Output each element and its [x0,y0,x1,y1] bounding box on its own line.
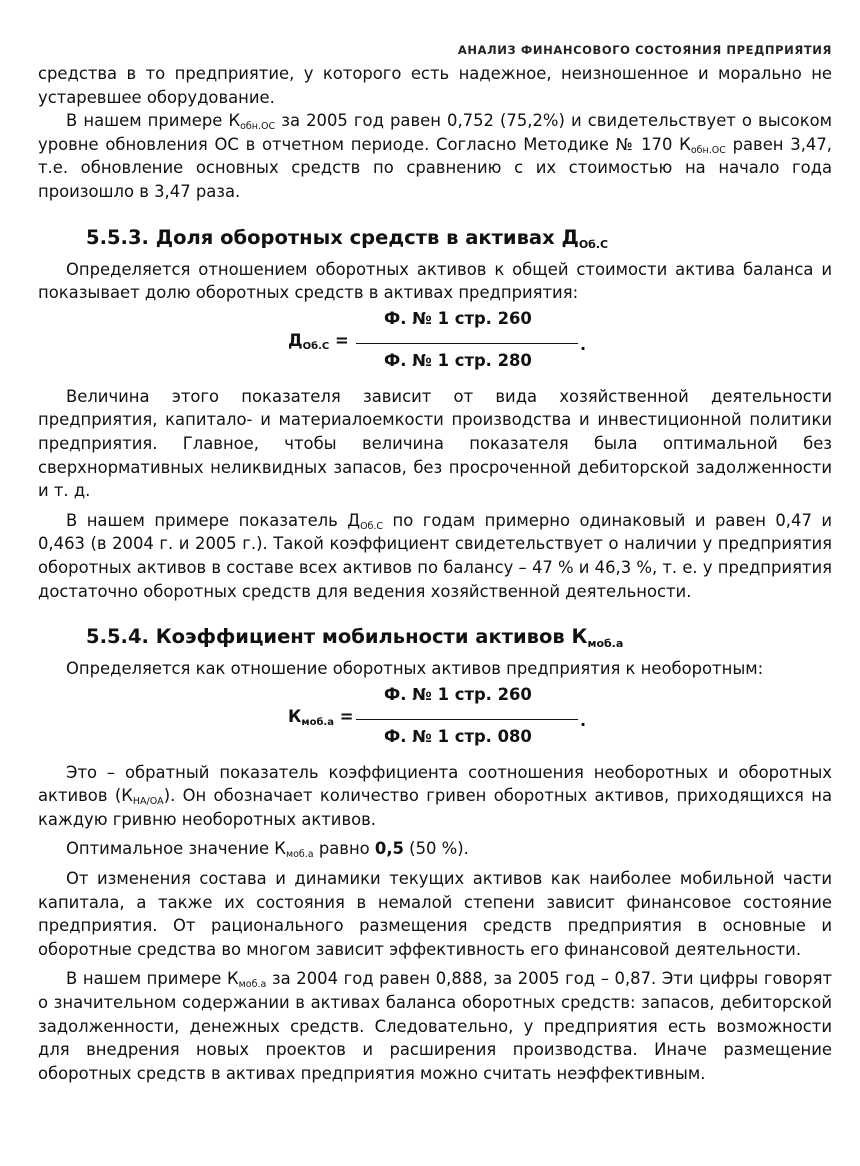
book-page [38,38,832,1085]
fraction-bar [356,719,578,720]
formula-lhs: $Д_{Об.С}$ = [288,330,349,352]
paragraph-definition-share: Определяется отношением оборотных активов к общей стоимости актива баланса и показывает долю оборотных средств в активах предприятия: [38,259,832,303]
formula-period: . [580,334,587,354]
fraction-bar [356,343,578,344]
paragraph-continuation: средства в то предприятие, у которого есть надежное, неизношенное и морально не устаревшее оборудование. [38,64,832,107]
formula-numerator: Ф. № 1 стр. 260 [384,308,532,328]
paragraph-mobility-importance: От изменения состава и динамики текущих активов как наиболее мобильной части капитала, а также их состояния в немалой степени зависит финансовое состояние предприятия. От рационального размещения средств предприятия в основные и оборотные средства во многом зависит эффективность его финансовой деятельности. [38,869,832,959]
formula-denominator: Ф. № 1 стр. 280 [384,350,532,370]
running-head: АНАЛИЗ ФИНАНСОВОГО СОСТОЯНИЯ ПРЕДПРИЯТИЯ [457,43,832,57]
section-heading-5-5-4: 5.5.4. Коэффициент мобильности активов $К_{моб.а}$ [86,625,624,651]
formula-period: . [580,710,587,730]
paragraph-share-factors: Величина этого показателя зависит от вида хозяйственной деятельности предприятия, капитало- и материалоемкости производства и инвестиционной политики предприятия. Главное, чтобы величина показателя была оптимальной без сверхнормативных неликвидных запасов, без просроченной дебиторской задолженности и т. д. [38,386,832,501]
formula-share-current-assets [38,309,832,379]
paragraph-share-example: В нашем примере показатель $Д_{Об.С}$ по годам примерно одинаковый и равен 0,47 и 0,463 (в 2004 г. и 2005 г.). Такой коэффициент свидетельствует о наличии у предприятия оборотных активов в составе всех активов по балансу – 47 % и 46,3 %, т. е. у предприятия достаточно оборотных средств для ведения хозяйственной деятельности. [38,510,833,601]
section-heading-5-5-3: 5.5.3. Доля оборотных средств в активах $Д_{Об.С}$ [86,225,609,251]
paragraph-renewal-example: В нашем примере $К_{обн.ОС}$ за 2005 год равен 0,752 (75,2%) и свидетельствует о высоком уровне обновления ОС в отчетном периоде. Согласно Методике № 170 $К_{обн.ОС}$ равен 3,47, т.е. обновление основных средств по сравнению с их стоимостью на начало года произошло в 3,47 раза. [38,111,832,201]
paragraph-mobility-example: В нашем примере $К_{моб.а}$ за 2004 год равен 0,888, за 2005 год – 0,87. Эти цифры говорят о значительном содержании в активах баланса оборотных средств: запасов, дебиторской задолженности, денежных средств. Следовательно, у предприятия есть возможности для внедрения новых проектов и расширения производства. Иначе размещение оборотных средств в активах предприятия можно считать неэффективным. [38,969,832,1083]
paragraph-inverse-indicator: Это – обратный показатель коэффициента соотношения необоротных и оборотных активов $(К_{НА/ОА})$. Он обозначает количество гривен оборотных активов, приходящихся на каждую гривню необоротных активов. [38,762,833,829]
formula-lhs: $К_{моб.а}$ = [288,706,354,728]
formula-denominator: Ф. № 1 стр. 080 [384,726,532,746]
formula-numerator: Ф. № 1 стр. 260 [384,684,532,704]
formula-mobility-coefficient [38,685,832,755]
paragraph-definition-mobility: Определяется как отношение оборотных активов предприятия к необоротным: [66,659,764,679]
paragraph-optimal-value: Оптимальное значение $К_{моб.а}$ равно 0,5 (50 %). [66,839,469,861]
